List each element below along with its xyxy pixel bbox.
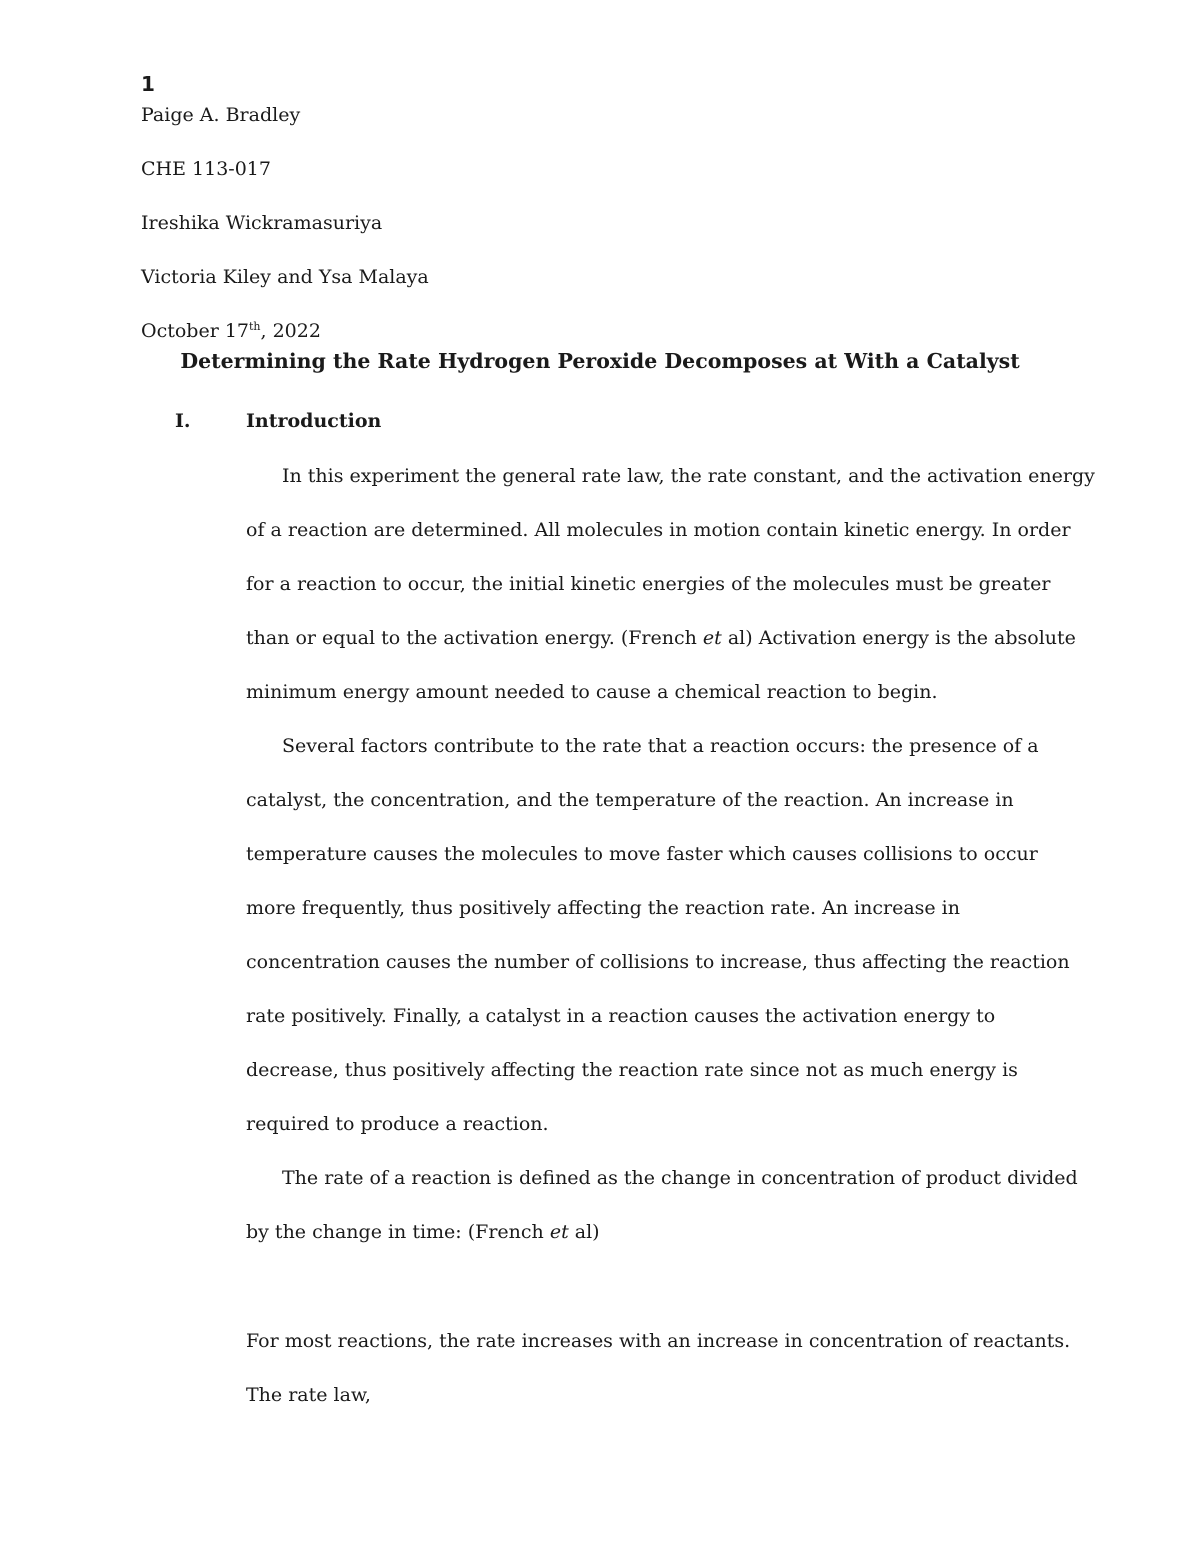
text-run: al) Activation energy is the absolute: [721, 627, 1076, 649]
paragraph-line: catalyst, the concentration, and the temperature of the reaction. An increase in: [246, 789, 1014, 811]
paragraph-line: more frequently, thus positively affecting the reaction rate. An increase in: [246, 897, 960, 919]
course-code: CHE 113-017: [141, 158, 271, 180]
paragraph-line: In this experiment the general rate law, the rate constant, and the activation energy: [282, 465, 1095, 487]
text-run: al): [568, 1221, 600, 1243]
paragraph-line: The rate law,: [246, 1384, 371, 1406]
paragraph-line: temperature causes the molecules to move faster which causes collisions to occur: [246, 843, 1038, 865]
paragraph-line: of a reaction are determined. All molecules in motion contain kinetic energy. In order: [246, 519, 1071, 541]
paragraph-line: Several factors contribute to the rate that a reaction occurs: the presence of a: [282, 735, 1039, 757]
date-superscript: th: [249, 320, 261, 333]
paragraph-line: concentration causes the number of collisions to increase, thus affecting the reaction: [246, 951, 1070, 973]
text-run: by the change in time: (French: [246, 1221, 550, 1243]
document-title: Determining the Rate Hydrogen Peroxide Decomposes at With a Catalyst: [180, 349, 1020, 373]
date-year: , 2022: [260, 320, 321, 342]
italic-text: et: [549, 1221, 569, 1243]
paragraph-line: The rate of a reaction is defined as the change in concentration of product divided: [282, 1167, 1078, 1189]
lab-partners: Victoria Kiley and Ysa Malaya: [141, 266, 429, 288]
section-number: I.: [175, 410, 191, 432]
paragraph-line: for a reaction to occur, the initial kinetic energies of the molecules must be greater: [246, 573, 1051, 595]
section-heading: Introduction: [246, 410, 382, 432]
italic-text: et: [702, 627, 722, 649]
author-name: Paige A. Bradley: [141, 104, 301, 126]
paragraph-line: rate positively. Finally, a catalyst in a reaction causes the activation energy to: [246, 1005, 996, 1027]
paragraph-line: [246, 1220, 600, 1244]
date-main: October 17: [141, 320, 249, 342]
paragraph-line: For most reactions, the rate increases with an increase in concentration of reactants.: [246, 1330, 1071, 1352]
report-date: [141, 319, 321, 343]
text-run: than or equal to the activation energy. (French: [246, 627, 703, 649]
paragraph-line: minimum energy amount needed to cause a chemical reaction to begin.: [246, 681, 938, 703]
page-number: 1: [141, 72, 155, 96]
paragraph-line: [246, 626, 1076, 650]
instructor-name: Ireshika Wickramasuriya: [141, 212, 383, 234]
paragraph-line: decrease, thus positively affecting the reaction rate since not as much energy is: [246, 1059, 1018, 1081]
paragraph-line: required to produce a reaction.: [246, 1113, 549, 1135]
